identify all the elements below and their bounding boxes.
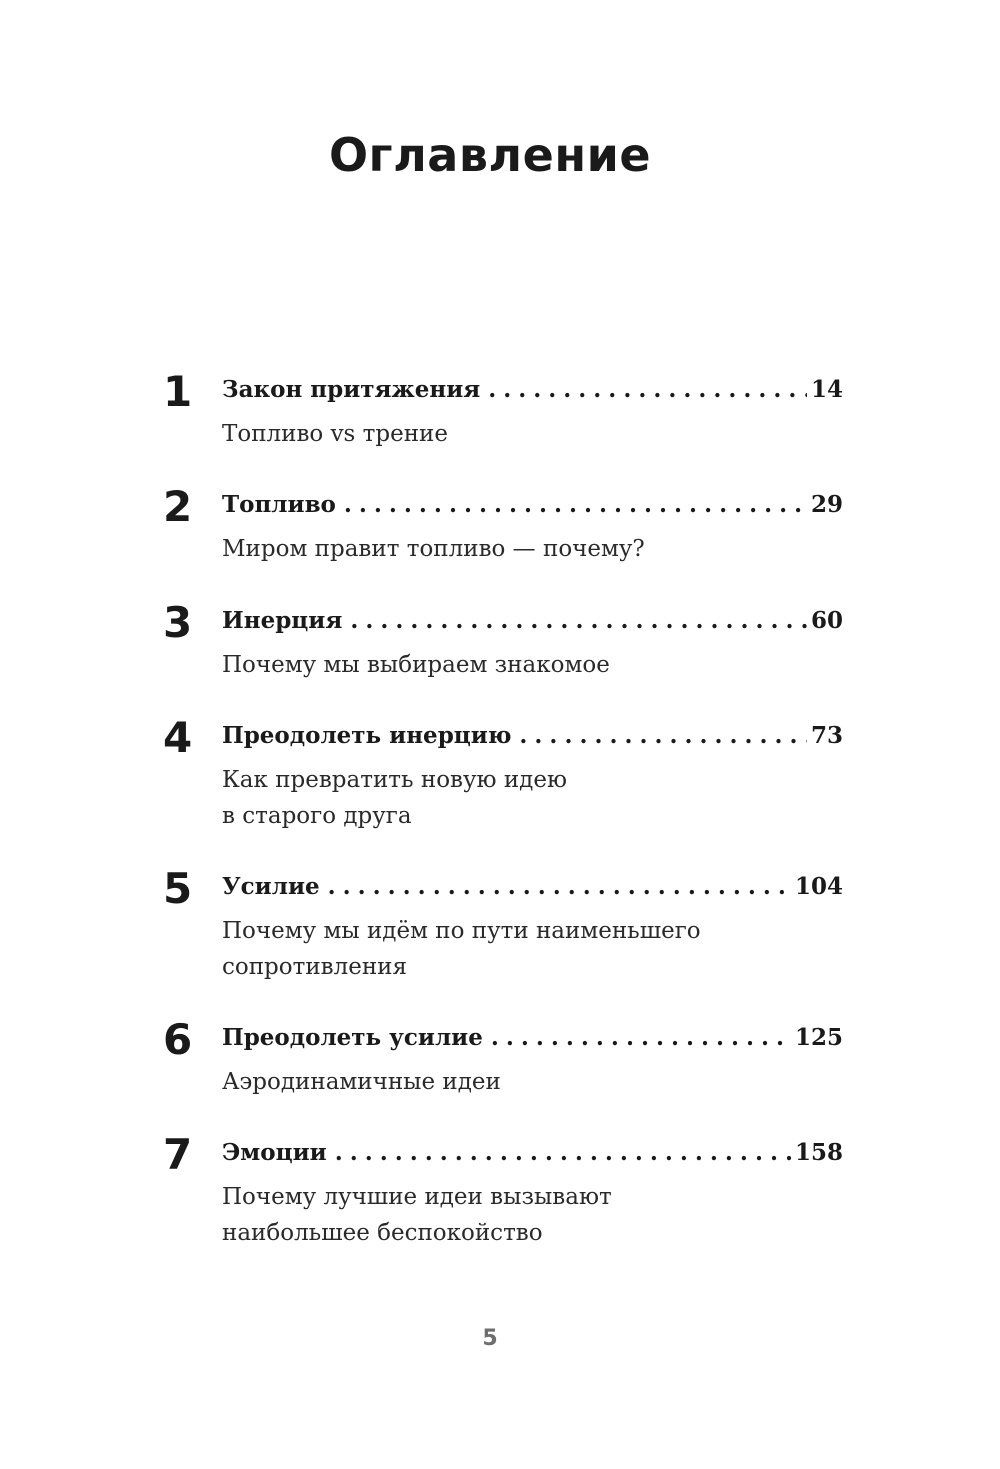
chapter-number: 6 (163, 1015, 193, 1064)
dot-leader (328, 871, 791, 903)
dot-leader (491, 1022, 791, 1054)
chapter-subtitle-line: Почему мы идём по пути наименьшего (222, 918, 701, 944)
dot-leader (488, 374, 807, 406)
chapter-subtitle (222, 1179, 842, 1251)
chapter-page: 14 (810, 376, 843, 403)
dot-leader (344, 489, 807, 521)
page-title: Оглавление (328, 128, 652, 182)
chapter-subtitle (222, 1064, 842, 1100)
chapter-subtitle (222, 531, 842, 567)
chapter-subtitle-line: Аэродинамичные идеи (222, 1069, 501, 1095)
chapter-heading-row (222, 605, 843, 637)
chapter-page: 158 (794, 1139, 843, 1166)
chapter-title: Усилие (222, 873, 320, 900)
chapter-subtitle (222, 913, 842, 985)
chapter-subtitle-line: Почему мы выбираем знакомое (222, 652, 610, 678)
chapter-subtitle-line: Миром правит топливо — почему? (222, 536, 645, 562)
chapter-subtitle (222, 647, 842, 683)
chapter-title: Преодолеть усилие (222, 1024, 483, 1051)
chapter-subtitle-line: Топливо vs трение (222, 421, 449, 447)
dot-leader (335, 1137, 791, 1169)
chapter-heading-row (222, 374, 843, 406)
chapter-subtitle (222, 416, 842, 452)
chapter-number: 7 (163, 1130, 193, 1179)
dot-leader (350, 605, 807, 637)
chapter-subtitle-line: Как превратить новую идею (222, 767, 567, 793)
chapter-title: Эмоции (222, 1139, 327, 1166)
chapter-subtitle-line: Почему лучшие идеи вызывают (222, 1184, 612, 1210)
chapter-title: Инерция (222, 607, 343, 634)
chapter-number: 3 (163, 598, 193, 647)
chapter-heading-row (222, 720, 843, 752)
chapter-page: 125 (794, 1024, 843, 1051)
chapter-page: 60 (810, 607, 843, 634)
chapter-subtitle-line: наибольшее беспокойство (222, 1220, 543, 1246)
chapter-title: Преодолеть инерцию (222, 722, 512, 749)
chapter-number: 2 (163, 482, 193, 531)
chapter-number: 5 (163, 864, 193, 913)
chapter-title: Закон притяжения (222, 376, 481, 403)
dot-leader (519, 720, 807, 752)
chapter-heading-row (222, 1137, 843, 1169)
chapter-page: 73 (810, 722, 843, 749)
chapter-subtitle (222, 762, 842, 834)
chapter-subtitle-line: сопротивления (222, 954, 408, 980)
chapter-number: 4 (163, 713, 193, 762)
chapter-page: 104 (794, 873, 843, 900)
chapter-title: Топливо (222, 491, 336, 518)
chapter-number: 1 (163, 367, 193, 416)
page-number: 5 (482, 1326, 498, 1351)
chapter-subtitle-line: в старого друга (222, 803, 412, 829)
chapter-heading-row (222, 871, 843, 903)
chapter-heading-row (222, 489, 843, 521)
chapter-heading-row (222, 1022, 843, 1054)
chapter-page: 29 (810, 491, 843, 518)
